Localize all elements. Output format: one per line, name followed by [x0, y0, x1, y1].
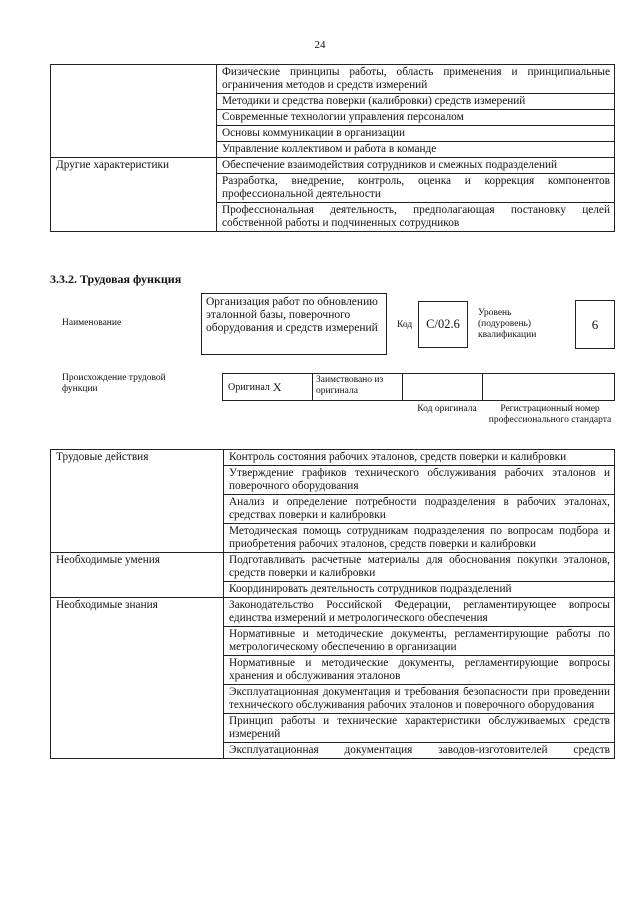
- row-label: Трудовые действия: [51, 450, 224, 553]
- original-label: Оригинал: [228, 381, 270, 393]
- original-code-cell: [403, 374, 483, 400]
- top-characteristics-table: [50, 64, 615, 232]
- table-cell: Обеспечение взаимодействия сотрудников и смежных подразделений: [217, 158, 615, 174]
- table-cell: Физические принципы работы, область применения и принципиальные ограничения методов и средств измерений: [217, 65, 615, 94]
- labor-function-table: [50, 449, 615, 759]
- origin-label: Происхождение трудовой функции: [62, 373, 166, 394]
- function-name-box: Организация работ по обновлению эталонной базы, поверочного оборудования и средств измерений: [201, 293, 387, 355]
- code-label: Код: [397, 320, 413, 330]
- original-cell: [223, 374, 313, 400]
- registration-number-cell: [483, 374, 614, 400]
- table-cell: Нормативные и методические документы, регламентирующие работы по метрологическому обеспечению в организации: [224, 627, 615, 656]
- table-cell: Эксплуатационная документация заводов-изготовителей средств: [224, 743, 615, 759]
- row-label: Необходимые умения: [51, 553, 224, 598]
- qualification-level-box: 6: [575, 300, 615, 349]
- table-row: [51, 450, 615, 466]
- origin-strip: [222, 373, 615, 401]
- code-original-label: Код оригинала: [417, 404, 477, 414]
- table-row: [51, 158, 615, 174]
- level-label: Уровень (подуровень) квалификации: [478, 308, 537, 340]
- table-cell: Методики и средства поверки (калибровки) средств измерений: [217, 94, 615, 110]
- table-row: [51, 65, 615, 94]
- table-cell: Управление коллективом и работа в команде: [217, 142, 615, 158]
- section-title: 3.3.2. Трудовая функция: [50, 272, 182, 286]
- function-code-box: C/02.6: [418, 301, 468, 348]
- table-cell: Принцип работы и технические характеристики обслуживаемых средств измерений: [224, 714, 615, 743]
- table-cell: Законодательство Российской Федерации, регламентирующее вопросы единства измерений и метрологического обеспечения: [224, 598, 615, 627]
- page-number: 24: [314, 39, 326, 51]
- name-label: Наименование: [62, 318, 122, 328]
- table-cell: Методическая помощь сотрудникам подразделения по вопросам подбора и приобретения рабочих эталонов, средств поверки и калибровки: [224, 524, 615, 553]
- table-cell: Координировать деятельность сотрудников подразделений: [224, 582, 615, 598]
- reg-number-label: Регистрационный номер профессионального стандарта: [488, 404, 612, 425]
- table-cell: Контроль состояния рабочих эталонов, средств поверки и калибровки: [224, 450, 615, 466]
- table-cell: Подготавливать расчетные материалы для обоснования покупки эталонов, средств поверки и калибровки: [224, 553, 615, 582]
- table-cell: Нормативные и методические документы, регламентирующие вопросы хранения и обслуживания эталонов: [224, 656, 615, 685]
- original-mark: X: [272, 379, 282, 394]
- table-cell: Современные технологии управления персоналом: [217, 110, 615, 126]
- table-cell: Анализ и определение потребности подразделения в рабочих эталонах, средствах поверки и калибровки: [224, 495, 615, 524]
- table-cell: Эксплуатационная документация и требования безопасности при проведении технического обслуживания рабочих эталонов и поверочного оборудования: [224, 685, 615, 714]
- table-cell: Основы коммуникации в организации: [217, 126, 615, 142]
- table-row: [51, 598, 615, 627]
- table-cell: Разработка, внедрение, контроль, оценка и коррекция компонентов профессиональной деятельности: [217, 174, 615, 203]
- row-label: Необходимые знания: [51, 598, 224, 759]
- table-row: [51, 553, 615, 582]
- row-label: Другие характеристики: [51, 158, 217, 232]
- table-cell: Профессиональная деятельность, предполагающая постановку целей собственной работы и подчиненных сотрудников: [217, 203, 615, 232]
- table-cell: Утверждение графиков технического обслуживания рабочих эталонов и поверочного оборудования: [224, 466, 615, 495]
- borrowed-cell: Заимствовано из оригинала: [313, 374, 403, 400]
- row-label: [51, 65, 217, 158]
